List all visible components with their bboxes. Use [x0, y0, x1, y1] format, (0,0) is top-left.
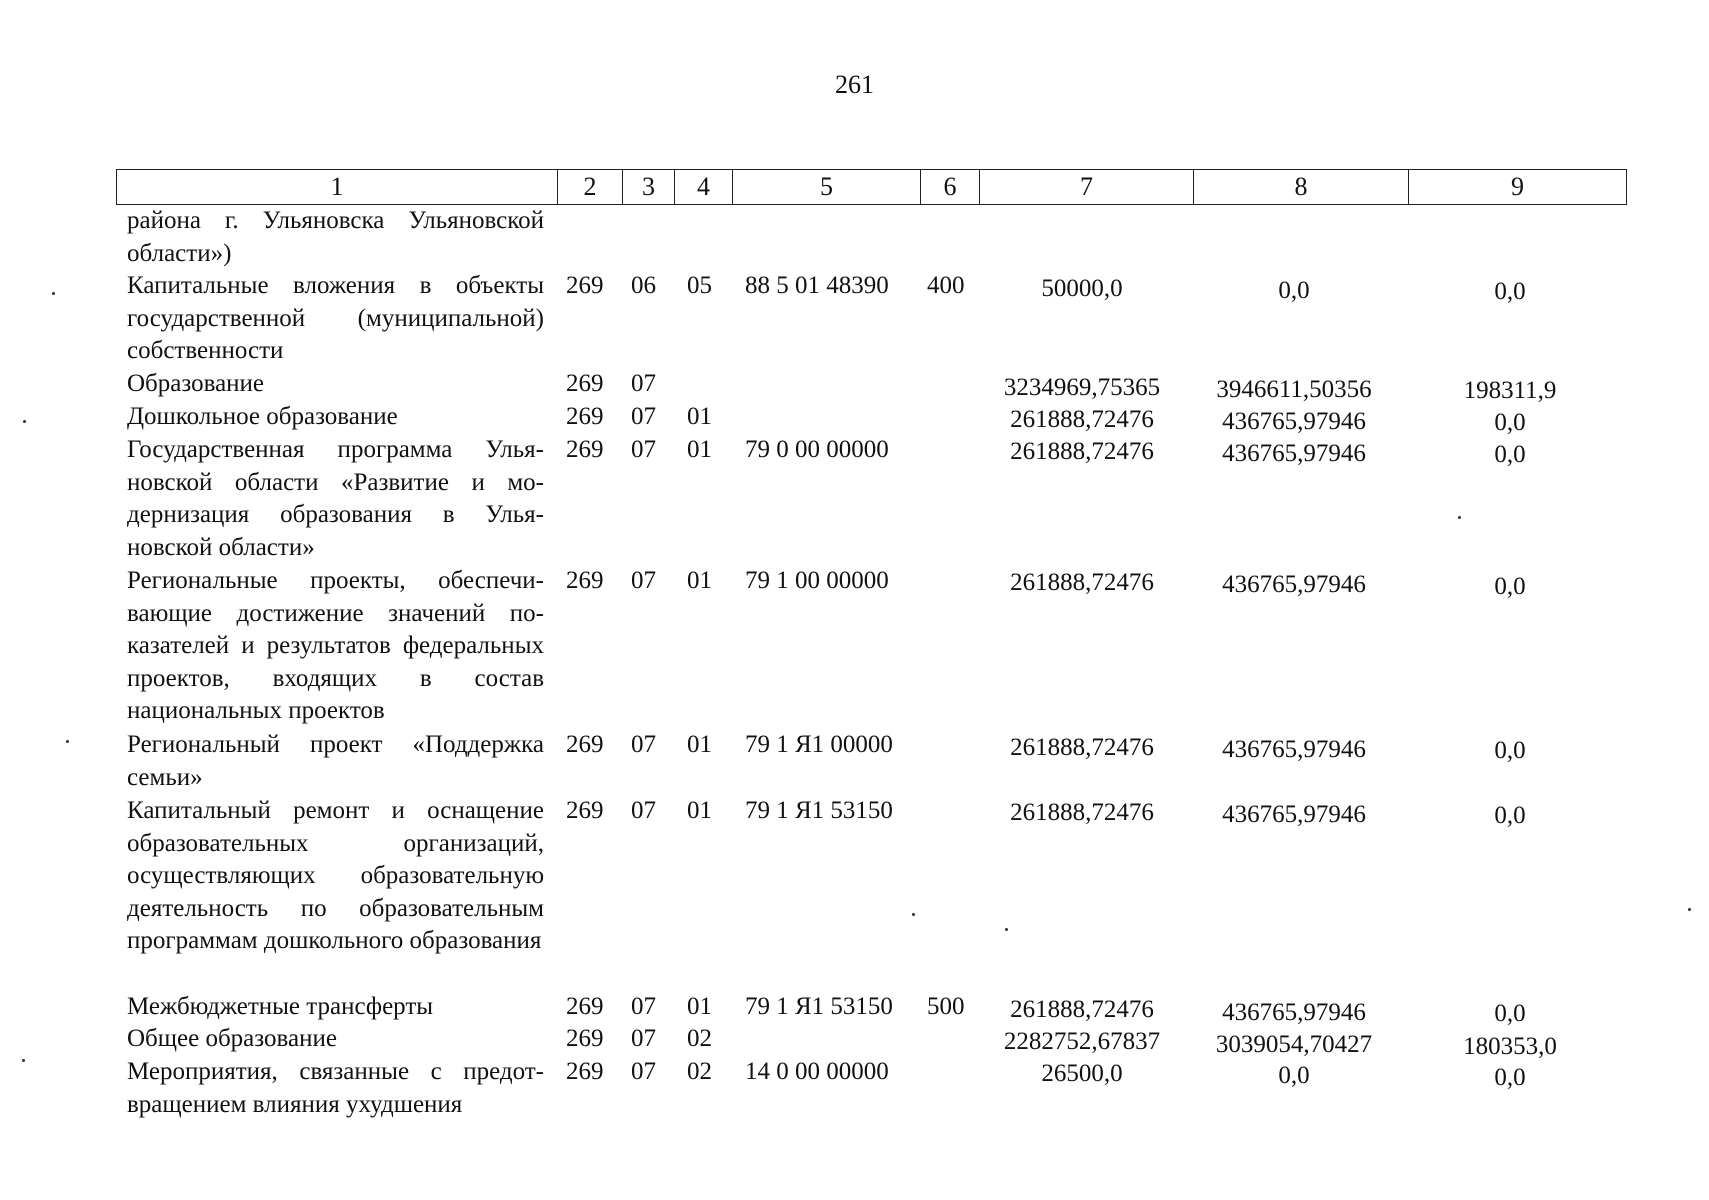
scan-speck [23, 420, 26, 423]
row-c4: 01 [687, 797, 712, 824]
column-header-3: 3 [623, 170, 675, 205]
row-c7: 26500,0 [1041, 1060, 1123, 1087]
row-c5: 79 1 00 00000 [745, 567, 889, 594]
row-c7: 261888,72476 [1010, 996, 1154, 1023]
row-c4: 01 [687, 567, 712, 594]
row-c3: 07 [631, 370, 656, 397]
row-c5: 79 1 Я1 00000 [745, 731, 893, 758]
scan-speck [66, 740, 69, 743]
row-c4: 01 [687, 403, 712, 430]
scan-speck [52, 292, 55, 295]
row-c3: 07 [631, 1058, 656, 1085]
row-name: Региональные проекты, обеспечивающие достижение значений показателей и результатов федеральных проектов, входящих в состав национальных проектов [127, 567, 544, 724]
row-c9: 0,0 [1494, 1000, 1526, 1027]
row-c7: 2282752,67837 [1003, 1028, 1161, 1055]
row-name: Общее образование [127, 1025, 337, 1052]
row-c2: 269 [566, 272, 604, 299]
row-c7: 261888,72476 [1010, 569, 1154, 596]
column-header-8: 8 [1194, 170, 1409, 205]
row-name: Региональный проект «Поддержка семьи» [127, 731, 544, 791]
row-c3: 07 [631, 403, 656, 430]
row-c9: 0,0 [1494, 573, 1526, 600]
row-c9: 0,0 [1494, 278, 1526, 305]
scan-speck [22, 1059, 25, 1062]
row-c9: 0,0 [1494, 441, 1526, 468]
row-c9: 180353,0 [1463, 1033, 1557, 1060]
column-header-2: 2 [558, 170, 623, 205]
row-c5: 79 1 Я1 53150 [745, 797, 893, 824]
scan-speck [1458, 516, 1461, 519]
row-name: Межбюджетные трансферты [127, 993, 434, 1020]
row-c7: 261888,72476 [1010, 438, 1154, 465]
row-c8: 436765,97946 [1222, 801, 1366, 828]
row-c5: 14 0 00 00000 [745, 1058, 889, 1085]
row-c9: 198311,9 [1463, 377, 1557, 404]
column-header-9: 9 [1409, 170, 1627, 205]
row-c7: 50000,0 [1041, 275, 1123, 302]
scan-speck [1005, 928, 1008, 931]
row-c8: 436765,97946 [1222, 736, 1366, 763]
row-c8: 3946611,50356 [1216, 376, 1372, 403]
row-c7: 261888,72476 [1010, 799, 1154, 826]
row-c8: 0,0 [1278, 277, 1310, 304]
row-c3: 07 [631, 731, 656, 758]
row-c2: 269 [566, 1025, 604, 1052]
row-c5: 79 0 00 00000 [745, 436, 889, 463]
row-c4: 01 [687, 436, 712, 463]
row-c8: 3039054,70427 [1215, 1031, 1373, 1058]
column-header-6: 6 [921, 170, 980, 205]
row-c8: 436765,97946 [1222, 999, 1366, 1026]
row-c9: 0,0 [1494, 409, 1526, 436]
row-c2: 269 [566, 403, 604, 430]
column-header-4: 4 [675, 170, 733, 205]
row-name: района г. Ульяновска Ульяновской области») [127, 207, 544, 267]
row-c2: 269 [566, 370, 604, 397]
row-c6: 400 [927, 272, 965, 299]
row-c9: 0,0 [1494, 802, 1526, 829]
row-name: Государственная программа Ульяновской области «Развитие и модернизация образования в Ульяновской области» [127, 436, 544, 561]
row-c8: 436765,97946 [1222, 440, 1366, 467]
row-c7: 3234969,75365 [1003, 374, 1161, 401]
row-c3: 06 [631, 272, 656, 299]
row-c2: 269 [566, 1058, 604, 1085]
row-c4: 02 [687, 1058, 712, 1085]
row-c3: 07 [631, 1025, 656, 1052]
row-c5: 88 5 01 48390 [745, 272, 889, 299]
row-c3: 07 [631, 436, 656, 463]
row-c2: 269 [566, 993, 604, 1020]
row-c8: 0,0 [1278, 1062, 1310, 1089]
column-header-5: 5 [733, 170, 921, 205]
row-c4: 02 [687, 1025, 712, 1052]
row-c2: 269 [566, 797, 604, 824]
row-c9: 0,0 [1494, 737, 1526, 764]
scan-speck [1688, 908, 1691, 911]
row-c8: 436765,97946 [1222, 408, 1366, 435]
row-c7: 261888,72476 [1010, 406, 1154, 433]
row-c5: 79 1 Я1 53150 [745, 993, 893, 1020]
row-name: Мероприятия, связанные с предотвращением влияния ухудшения [127, 1058, 544, 1118]
row-c7: 261888,72476 [1010, 734, 1154, 761]
row-c6: 500 [927, 993, 965, 1020]
row-c3: 07 [631, 797, 656, 824]
row-c4: 01 [687, 731, 712, 758]
column-header-1: 1 [117, 170, 558, 205]
row-c2: 269 [566, 436, 604, 463]
row-c3: 07 [631, 567, 656, 594]
column-header-7: 7 [980, 170, 1194, 205]
row-name: Образование [127, 370, 265, 397]
row-c2: 269 [566, 567, 604, 594]
row-c4: 01 [687, 993, 712, 1020]
row-c3: 07 [631, 993, 656, 1020]
row-c9: 0,0 [1494, 1064, 1526, 1091]
row-name: Капитальный ремонт и оснащение образовательных организаций, осуществляющих образовательную деятельность по образовательным программам дошкольного образования [127, 797, 544, 954]
row-name: Дошкольное образование [127, 403, 398, 430]
column-header-row [116, 169, 1627, 205]
row-c2: 269 [566, 731, 604, 758]
page-number: 261 [835, 70, 874, 99]
row-c4: 05 [687, 272, 712, 299]
row-c8: 436765,97946 [1222, 571, 1366, 598]
scan-speck [912, 913, 915, 916]
row-name: Капитальные вложения в объекты государственной (муниципальной) собственности [127, 272, 544, 364]
